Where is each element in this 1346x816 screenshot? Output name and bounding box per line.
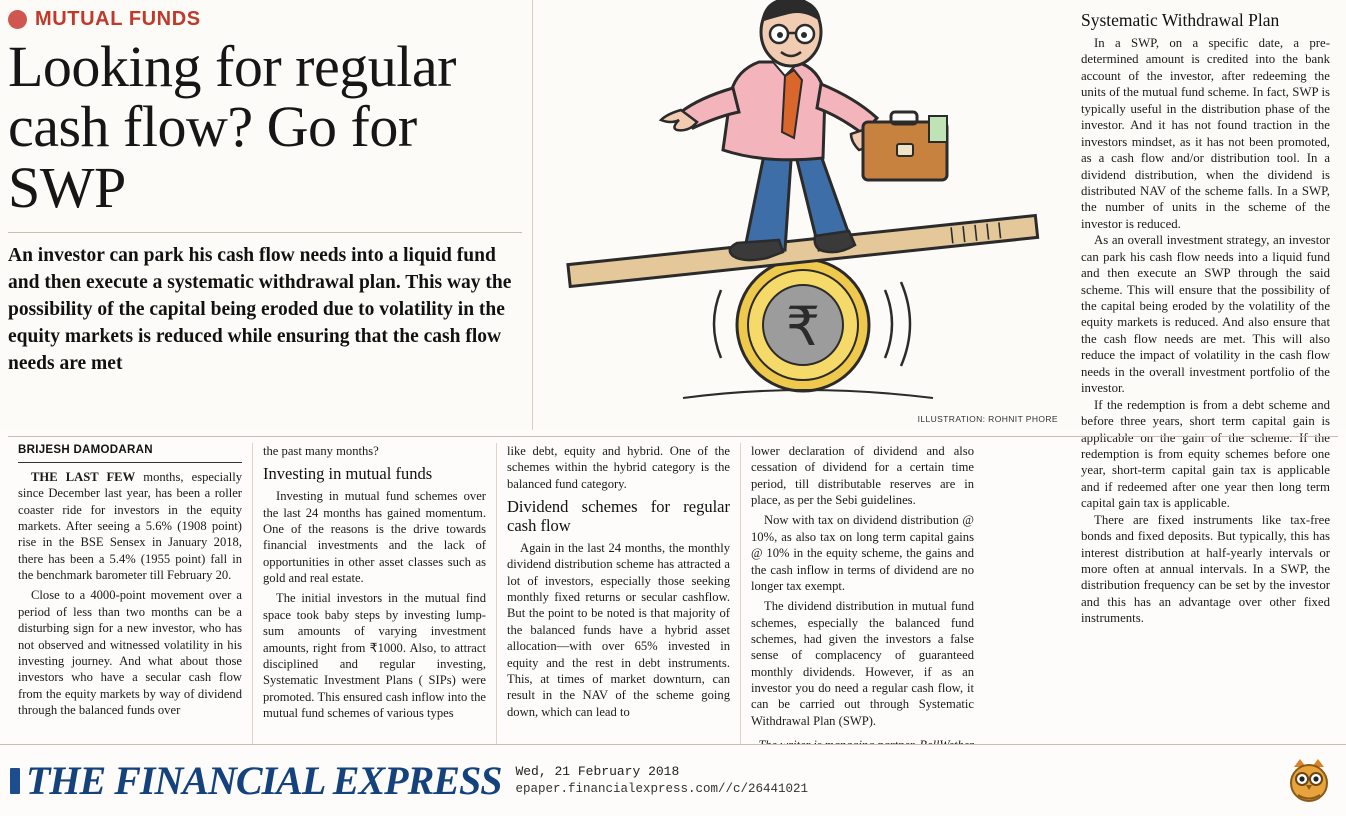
footer-bar <box>0 744 1346 816</box>
paragraph: the past many months? <box>263 444 379 458</box>
section-heading: Dividend schemes for regular cash flow <box>507 497 730 536</box>
kicker-label: MUTUAL FUNDS <box>35 8 201 30</box>
paragraph: The dividend distribution in mutual fund schemes, especially the balanced fund schemes, had given the investors a false sense of complacency of guaranteed monthly dividends. However, if as an investor you do need a regular cash flow, it can be carried out through Systematic Withdrawal Plan (SWP). <box>751 599 974 728</box>
paragraph: In a SWP, on a specific date, a pre-determined amount is credited into the bank account of the investor, after redeeming the units of the mutual fund scheme. In fact, SWP is typically useful in the distribution phase of the investor. And it has not found traction in the investors mindset, as it has not been promoted, as a cash flow and/or distribution tool. In a dividend distribution, when the dividend is distributed NAV of the scheme falls. In a SWP, the number of units in the scheme of the investor is reduced. <box>1081 36 1330 231</box>
footer-meta <box>515 763 808 797</box>
sidebar-heading: Systematic Withdrawal Plan <box>1081 10 1280 30</box>
illustration <box>532 0 1066 430</box>
paragraph: Close to a 4000-point movement over a period of less than two months can be a disturbing sign for a new investor, who has not observed and witnessed volatility in his investing journey. And what about those investors who have a secular cash flow from the equity markets by way of dividend through the balanced funds over <box>18 588 242 717</box>
section-heading: Investing in mutual funds <box>263 464 433 484</box>
illustration-artwork <box>533 0 1067 430</box>
paragraph: Again in the last 24 months, the monthly dividend distribution scheme has attracted a lot of investors, especially those seeking monthly fixed returns or secular cashflow. But the point to be noted is that majority of the balanced funds have a hybrid asset allocation—with over 65% invested in equity and the rest in debt instruments. This, at times of market downturn, can result in the NAV of the scheme going down, which can lead to <box>507 541 730 719</box>
illustration-credit: ILLUSTRATION: ROHNIT PHORE <box>917 414 1058 424</box>
headline-block <box>0 0 532 430</box>
lead-bold: THE LAST FEW <box>31 469 136 484</box>
epaper-url[interactable]: epaper.financialexpress.com//c/26441021 <box>515 781 809 796</box>
divider <box>8 232 522 233</box>
sidebar-swp <box>1066 0 1346 626</box>
publication-date: Wed, 21 February 2018 <box>515 764 680 780</box>
article-column-1 <box>8 443 252 769</box>
divider <box>8 436 1338 437</box>
article-column-3 <box>496 443 740 769</box>
paragraph: If the redemption is from a debt scheme and before three years, short term capital gain is applicable on the gain of the scheme. If the redemption is from equity schemes before one year, short-term capital gain tax is applicable and if redeemed after one year then long term capital gain tax is applicable. <box>1081 397 1330 511</box>
paragraph: Now with tax on dividend distribution @ 10%, as also tax on long term capital gains @ 10% in the equity scheme, the gains and the cash inflow in terms of dividend are no longer tax exempt. <box>751 513 974 593</box>
svg-text:₹: ₹ <box>785 297 821 357</box>
article-body <box>0 430 1346 769</box>
standfirst-text: An investor can park his cash flow needs into a liquid fund and then execute a systematic withdrawal plan. This way the possibility of the capital being eroded due to volatility in the equity markets is reduced while ensuring that the cash flow needs are met <box>8 244 512 374</box>
paragraph-text: months, especially since December last year, has been a roller coaster ride for investors in the equity markets. After seeing a 5.6% (1908 point) rise in the BSE Sensex in January 2018, there has been a 5.4% (1955 point) fall in the benchmark barometer till February 20. <box>18 469 242 583</box>
paragraph: As an overall investment strategy, an investor can park his cash flow needs into a liquid fund and then execute an SWP through the said scheme. This will ensure that the possibility of the capital being eroded by the volatility of the equity markets is reduced. And also ensure that the cash flow needs are met. This will also reduce the impact of volatility in the cash flow needs in the overall investment portfolio of the investor. <box>1081 233 1330 396</box>
paragraph: There are fixed instruments like tax-free bonds and fixed deposits. But typically, this has interest distribution at half-yearly intervals or more often at annual intervals. In a SWP, the distribution frequency can be set by the investor and this has an advantage over other fixed instruments. <box>1081 512 1330 626</box>
bullet-dot-icon <box>8 10 27 29</box>
divider <box>18 462 242 463</box>
masthead-title: THE FINANCIAL EXPRESS <box>26 758 502 803</box>
paragraph: The initial investors in the mutual find space took baby steps by investing lump-sum amounts of varying investment amounts, right from ₹1000. Also, to attract disciplined and regular investing, Systematic Investment Plans ( SIPs) were promoted. This ensured cash inflow into the mutual fund schemes of various types <box>263 591 486 720</box>
masthead-mark-icon <box>10 768 20 794</box>
byline: BRIJESH DAMODARAN <box>18 444 153 456</box>
paragraph <box>18 469 242 584</box>
paragraph: Investing in mutual fund schemes over the last 24 months has gained momentum. One of the reasons is the drive towards financial investments and the lack of opportunities in other asset classes such as gold and real estate. <box>263 489 486 586</box>
article-column-2 <box>252 443 496 769</box>
owl-logo-icon <box>1288 757 1330 808</box>
article-column-4 <box>740 443 984 769</box>
section-kicker <box>8 8 522 31</box>
paragraph: lower declaration of dividend and also cessation of dividend for a certain time period, till distributable reserves are in place, as per the Sebi guidelines. <box>751 444 974 508</box>
paragraph: like debt, equity and hybrid. One of the schemes within the hybrid category is the balanced fund category. <box>507 444 730 491</box>
page-title: Looking for regular cash flow? Go for SWP <box>8 34 456 220</box>
